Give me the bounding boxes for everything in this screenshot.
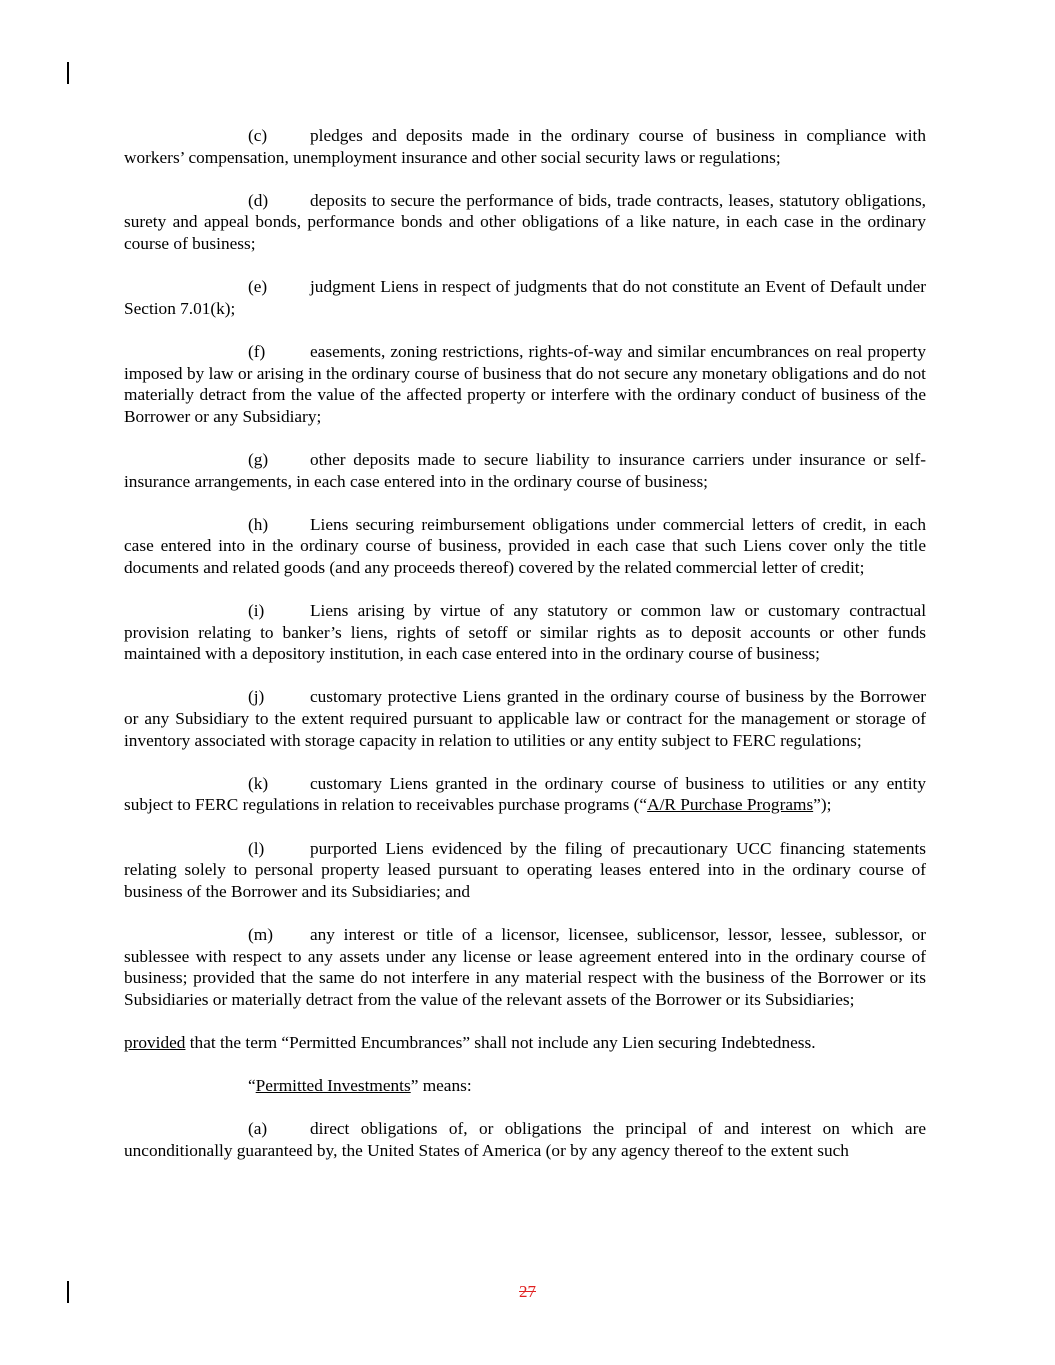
proviso-paragraph	[124, 1032, 926, 1054]
clause-marker: (g)	[248, 449, 269, 469]
clause-g	[124, 449, 926, 492]
document-body	[124, 125, 926, 1183]
clause-marker: (c)	[248, 126, 268, 145]
clause-marker: (d)	[248, 190, 269, 210]
definition-open-quote: “	[248, 1076, 256, 1096]
clause-text: pledges and deposits made in the ordinary course of business in compliance with workers’ compensation, unemployment insurance and other social security laws or regulations;	[124, 126, 926, 167]
clause-marker: (m)	[248, 924, 273, 944]
clause-text: customary protective Liens granted in the ordinary course of business by the Borrower or any Subsidiary to the extent required pursuant to applicable law or contract for the management or storage of inventory associated with storage capacity in relation to utilities or any entity subject to FERC regulations;	[124, 687, 926, 750]
clause-k	[124, 773, 926, 816]
clause-text-end: ”);	[813, 795, 832, 815]
clause-text: Liens arising by virtue of any statutory or common law or customary contractual provision relating to banker’s liens, rights of setoff or similar rights as to deposit accounts or other funds maintained with a depository institution, in each case entered into in the ordinary course of business;	[124, 601, 926, 664]
clause-text: easements, zoning restrictions, rights-of-way and similar encumbrances on real property imposed by law or arising in the ordinary course of business that do not secure any monetary obligations and do not materially detract from the value of the affected property or interfere with the ordinary conduct of business of the Borrower or any Subsidiary;	[124, 341, 926, 426]
clause-marker: (l)	[248, 838, 265, 858]
clause-text: purported Liens evidenced by the filing of precautionary UCC financing statements relating solely to personal property leased pursuant to operating leases entered into in the ordinary course of business of the Borrower and its Subsidiaries; and	[124, 838, 926, 901]
clause-e	[124, 276, 926, 319]
clause-text: other deposits made to secure liability to insurance carriers under insurance or self-insurance arrangements, in each case entered into in the ordinary course of business;	[124, 449, 926, 491]
change-bar-top	[67, 62, 69, 84]
clause-marker: (e)	[248, 277, 268, 297]
page-number: 27	[519, 1282, 536, 1301]
clause-text: direct obligations of, or obligations the principal of and interest on which are unconditionally guaranteed by, the United States of America (or by any agency thereof to the extent such	[124, 1119, 926, 1160]
clause-text: any interest or title of a licensor, licensee, sublicensor, lessor, lessee, sublessor, or sublessee with respect to any assets under any license or lease agreement entered into in the ordinary course of business; provided that the same do not interfere in any material respect with the business of the Borrower or its Subsidiaries or materially detract from the value of the relevant assets of the Borrower or its Subsidiaries;	[124, 924, 926, 1009]
clause-j	[124, 686, 926, 751]
defined-term: A/R Purchase Programs	[647, 795, 814, 815]
clause-text: Liens securing reimbursement obligations under commercial letters of credit, in each case entered into in the ordinary course of business, provided in each case that such Liens cover only the title documents and related goods (and any proceeds thereof) covered by the related commercial letter of credit;	[124, 514, 926, 577]
clause-marker: (i)	[248, 601, 265, 621]
clause-marker: (h)	[248, 514, 269, 534]
defined-term: Permitted Investments	[255, 1076, 411, 1096]
definition-after: ” means:	[410, 1076, 472, 1096]
clause-d	[124, 190, 926, 255]
clause-text: customary Liens granted in the ordinary course of business to utilities or any entity subject to FERC regulations in relation to receivables purchase programs (“	[124, 773, 926, 815]
clause-marker: (a)	[248, 1119, 268, 1139]
clause-marker: (k)	[248, 773, 269, 793]
clause-h	[124, 514, 926, 579]
clause-l	[124, 838, 926, 903]
clause-marker: (f)	[248, 341, 266, 361]
proviso-lead: provided	[124, 1032, 186, 1052]
clause-text: judgment Liens in respect of judgments that do not constitute an Event of Default under Section 7.01(k);	[124, 277, 926, 318]
clause-text: deposits to secure the performance of bids, trade contracts, leases, statutory obligations, surety and appeal bonds, performance bonds and other obligations of a like nature, in each case in the ordinary course of business;	[124, 190, 926, 253]
clause-i	[124, 600, 926, 665]
proviso-text: that the term “Permitted Encumbrances” shall not include any Lien securing Indebtedness.	[185, 1032, 816, 1052]
clause-m	[124, 924, 926, 1010]
clause-c	[124, 125, 926, 168]
investments-clause-a	[124, 1118, 926, 1161]
clause-f	[124, 341, 926, 427]
clause-marker: (j)	[248, 687, 265, 707]
definition-heading	[124, 1075, 926, 1097]
